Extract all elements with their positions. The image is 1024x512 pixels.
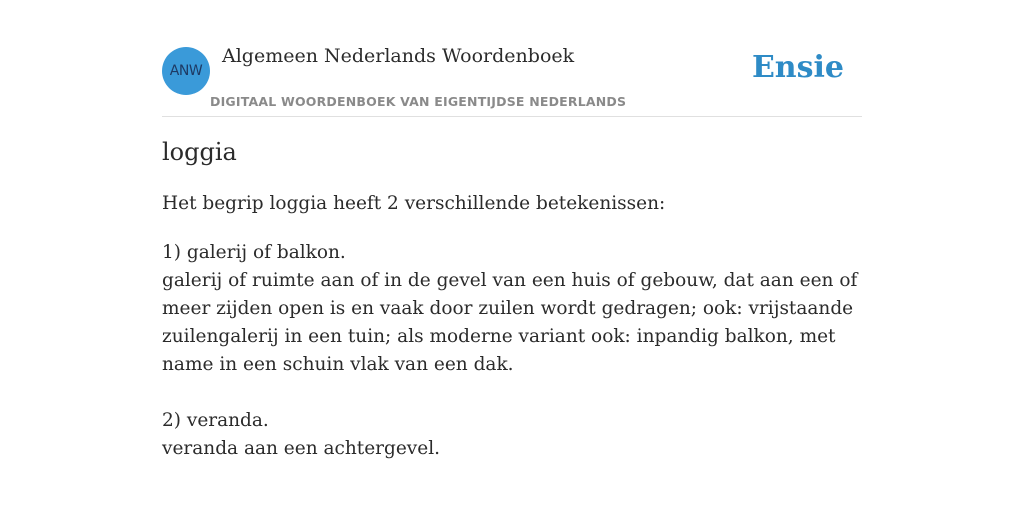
page-title: loggia	[162, 138, 237, 166]
definition-text: galerij of ruimte aan of in de gevel van een huis of gebouw, dat aan een of meer zijden open is en vaak door zuilen wordt gedragen; ook: vrijstaande zuilengalerij in een tuin; als moderne variant ook: inpandig balkon, met name in een schuin vlak van een dak.	[162, 270, 858, 375]
app-title[interactable]: Algemeen Nederlands Woordenboek	[222, 45, 575, 67]
definition-item	[162, 407, 862, 463]
definition-heading: 2) veranda.	[162, 410, 269, 431]
anw-logo[interactable]: ANW	[162, 47, 210, 95]
definition-heading: 1) galerij of balkon.	[162, 242, 346, 263]
ensie-brand-link[interactable]: Ensie	[751, 50, 844, 85]
entry-intro: Het begrip loggia heeft 2 verschillende betekenissen:	[162, 193, 666, 214]
definition-item	[162, 239, 862, 379]
entry-card	[162, 0, 862, 512]
definition-list	[162, 239, 862, 491]
definition-text: veranda aan een achtergevel.	[162, 438, 441, 459]
site-header	[162, 0, 862, 117]
app-subtitle: DIGITAAL WOORDENBOEK VAN EIGENTIJDSE NEDERLANDS	[210, 94, 627, 109]
